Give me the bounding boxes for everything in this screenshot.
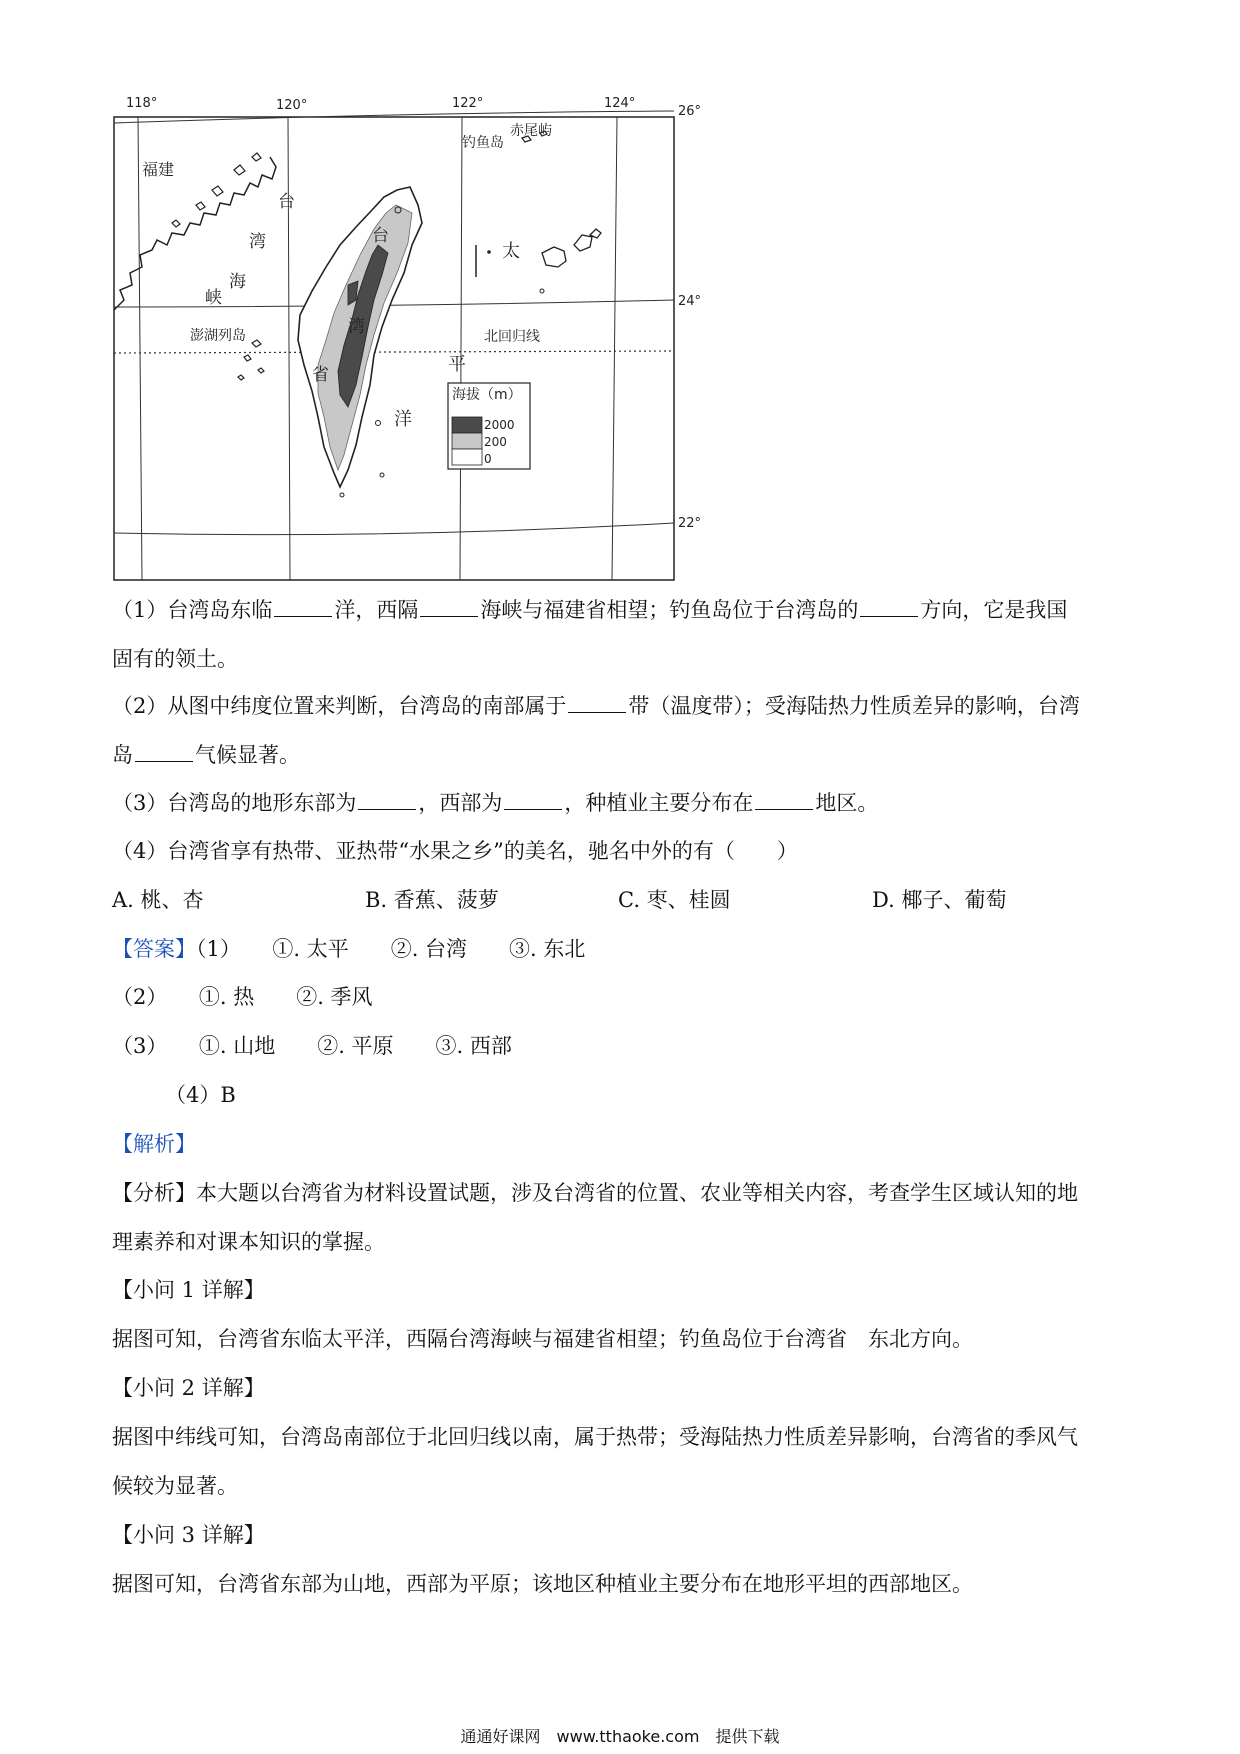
meridian-124 [612, 117, 617, 580]
detail-2-heading: 【小问 2 详解】 [112, 1376, 265, 1400]
q3-blank-2 [504, 789, 562, 810]
ryukyu-islands [542, 229, 601, 267]
island-dot-5 [340, 493, 344, 497]
answer-line-3: （3） ①. 山地 ②. 平原 ③. 西部 [112, 1034, 512, 1058]
meridian-118 [138, 117, 142, 580]
q1-blank-3 [860, 596, 918, 617]
island-dot [487, 250, 491, 254]
label-province-1: 台 [372, 226, 389, 246]
q1-text-c: 海峡与福建省相望；钓鱼岛位于台湾岛的 [480, 598, 859, 622]
question-2-line-2 [112, 741, 300, 769]
legend-swatch-2000 [452, 417, 482, 433]
answer-1: （1） ①. 太平 ②. 台湾 ③. 东北 [196, 937, 586, 961]
lat-label-24: 24° [678, 294, 702, 309]
q1-text-e: 固有的领土。 [112, 647, 238, 671]
tropic-of-cancer-line [114, 351, 674, 353]
label-strait-2: 湾 [249, 232, 266, 252]
lon-label-118: 118° [126, 96, 158, 111]
detail-3-text: 据图可知，台湾省东部为山地，西部为平原；该地区种植业主要分布在地形平坦的西部地区。 [112, 1572, 973, 1596]
detail-1-text: 据图可知，台湾省东临太平洋，西隔台湾海峡与福建省相望；钓鱼岛位于台湾省 东北方向。 [112, 1327, 973, 1351]
q1-blank-1 [274, 596, 332, 617]
legend-level-200: 200 [484, 435, 507, 449]
q2-blank-1 [568, 692, 626, 713]
q3-text-c: ，种植业主要分布在 [564, 791, 754, 815]
answer-line-1 [112, 935, 585, 963]
label-diaoyu: 钓鱼岛 [462, 135, 504, 151]
legend-title: 海拔（m） [452, 387, 522, 403]
legend-level-2000: 2000 [484, 418, 515, 432]
label-ocean-2: 平 [448, 354, 466, 375]
parallel-24 [114, 300, 674, 307]
question-2-line-1 [112, 692, 1080, 720]
island-dot-2 [540, 289, 544, 293]
parallel-22 [114, 523, 674, 535]
question-1-line-2 [112, 645, 238, 673]
island-dot-3 [376, 421, 381, 426]
fujian-islands [172, 153, 261, 227]
label-ocean-1: 太 [502, 241, 520, 262]
legend-swatch-0 [452, 449, 482, 465]
label-province-3: 省 [312, 365, 329, 385]
label-chiwei: 赤尾屿 [510, 123, 552, 139]
q2-text-c: 岛 [112, 743, 133, 767]
label-penghu: 澎湖列岛 [190, 328, 246, 344]
label-strait-4: 峡 [205, 288, 222, 308]
q3-blank-3 [755, 789, 813, 810]
legend-level-0: 0 [484, 452, 492, 466]
q2-text-d: 气候显著。 [195, 743, 300, 767]
detail-3-heading: 【小问 3 详解】 [112, 1523, 265, 1547]
analysis-fenxi-1: 【分析】本大题以台湾省为材料设置试题，涉及台湾省的位置、农业等相关内容，考查学生区域认知的地 [112, 1181, 1078, 1205]
option-d: D. 椰子、葡萄 [872, 888, 1007, 912]
detail-2-text-1: 据图中纬线可知，台湾岛南部位于北回归线以南，属于热带；受海陆热力性质差异影响，台湾省的季风气 [112, 1425, 1078, 1449]
map-frame [114, 117, 674, 580]
taiwan-map [112, 95, 732, 585]
question-4-stem: （4）台湾省享有热带、亚热带“水果之乡”的美名，驰名中外的有（ ） [112, 839, 798, 863]
page-footer: 通通好课网 www.tthaoke.com 提供下载 [460, 1727, 780, 1746]
q3-text-d: 地区。 [815, 791, 879, 815]
lon-label-122: 122° [452, 96, 484, 111]
lat-label-22: 22° [678, 516, 702, 531]
q2-text-b: 带（温度带）；受海陆热力性质差异的影响，台湾 [628, 694, 1080, 718]
q1-text-b: 洋，西隔 [334, 598, 419, 622]
q2-blank-2 [135, 741, 193, 762]
option-b: B. 香蕉、菠萝 [365, 888, 499, 912]
q2-text-a: （2）从图中纬度位置来判断，台湾岛的南部属于 [112, 694, 567, 718]
detail-2-text-2: 候较为显著。 [112, 1474, 238, 1498]
option-a: A. 桃、杏 [112, 888, 204, 912]
q3-text-a: （3）台湾岛的地形东部为 [112, 791, 357, 815]
question-3-line [112, 789, 878, 817]
q1-text-a: （1）台湾岛东临 [112, 598, 273, 622]
q1-text-d: 方向，它是我国 [920, 598, 1068, 622]
answer-line-4: （4）B [165, 1083, 236, 1107]
penghu-islands [238, 340, 264, 380]
q1-blank-2 [420, 596, 478, 617]
q3-text-b: ，西部为 [418, 791, 503, 815]
label-ocean-3: 洋 [394, 409, 412, 430]
detail-1-heading: 【小问 1 详解】 [112, 1278, 265, 1302]
answer-line-2: （2） ①. 热 ②. 季风 [112, 985, 373, 1009]
lat-label-26: 26° [678, 104, 702, 119]
label-fujian: 福建 [142, 160, 175, 179]
lon-label-124: 124° [604, 96, 636, 111]
legend-swatch-200 [452, 433, 482, 449]
island-dot-4 [380, 473, 384, 477]
lon-label-120: 120° [276, 98, 308, 113]
question-1-line-1 [112, 596, 1067, 624]
label-tropic: 北回归线 [484, 329, 540, 345]
label-strait-1: 台 [278, 192, 295, 212]
meridian-122 [460, 117, 462, 580]
analysis-fenxi-2: 理素养和对课本知识的掌握。 [112, 1230, 385, 1254]
q3-blank-1 [358, 789, 416, 810]
label-strait-3: 海 [229, 272, 246, 292]
meridian-120 [288, 117, 290, 580]
answer-tag: 【答案】 [112, 937, 196, 961]
elevation-legend [448, 383, 530, 469]
option-c: C. 枣、桂圆 [618, 888, 731, 912]
analysis-tag: 【解析】 [112, 1132, 196, 1156]
label-province-2: 湾 [348, 317, 365, 337]
